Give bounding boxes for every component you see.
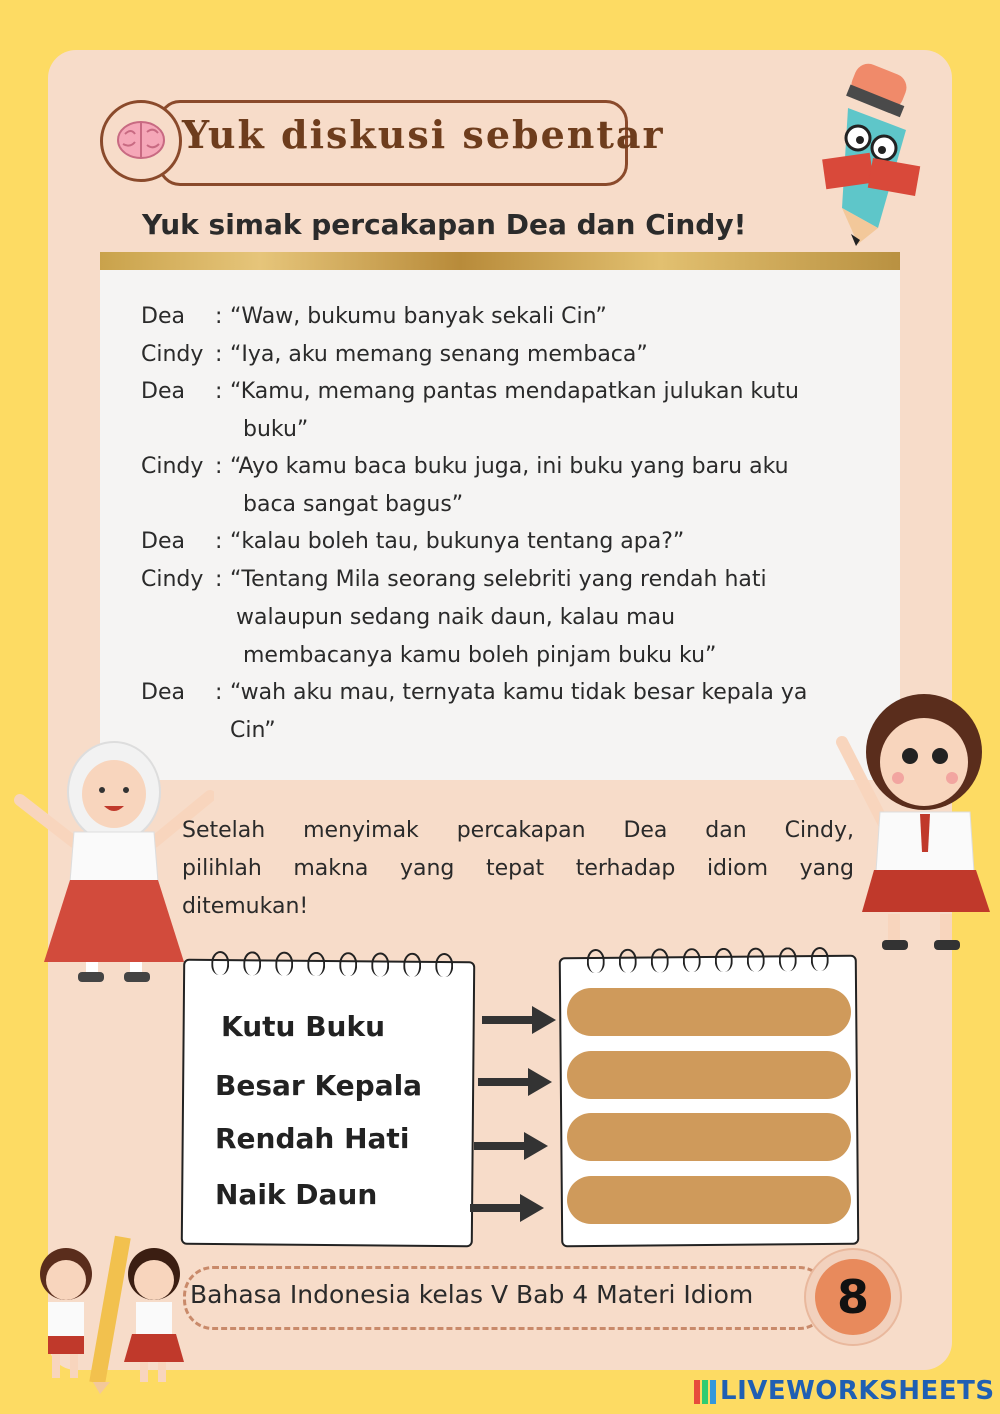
speaker-separator: : (215, 454, 223, 479)
instruction-line: ditemukan! (182, 894, 309, 919)
speaker-separator: : (215, 680, 223, 705)
dialogue-line: “kalau boleh tau, bukunya tentang apa?” (230, 529, 685, 554)
arrow-right-icon (474, 1130, 550, 1162)
dialogue-line: “wah aku mau, ternyata kamu tidak besar kepala ya (230, 680, 808, 705)
brain-icon (115, 118, 167, 164)
dialogue-line-continued: buku” (243, 417, 309, 442)
dialogue-line-continued: baca sangat bagus” (243, 492, 464, 517)
dialogue-line: “Tentang Mila seorang selebriti yang rendah hati (230, 567, 767, 592)
arrow-right-icon (478, 1066, 554, 1098)
dialogue-line: “Kamu, memang pantas mendapatkan julukan kutu (230, 379, 799, 404)
watermark-text: LIVEWORKSHEETS (720, 1376, 995, 1406)
idiom-term: Besar Kepala (215, 1069, 423, 1102)
dialogue-line-continued: Cin” (230, 718, 276, 743)
notepad-rings (587, 947, 829, 973)
speaker-name: Dea (141, 680, 185, 705)
header-title: Yuk diskusi sebentar (182, 112, 665, 157)
speaker-separator: : (215, 342, 223, 367)
answer-dropzone-rendah-hati[interactable] (567, 1113, 851, 1161)
speaker-name: Cindy (141, 567, 204, 592)
speaker-name: Dea (141, 529, 185, 554)
answer-dropzone-kutu-buku[interactable] (567, 988, 851, 1036)
footer-text: Bahasa Indonesia kelas V Bab 4 Materi Idiom (190, 1280, 754, 1309)
speaker-separator: : (215, 567, 223, 592)
answer-dropzone-naik-daun[interactable] (567, 1176, 851, 1224)
speaker-separator: : (215, 529, 223, 554)
student-girl-hijab-illustration (14, 722, 214, 984)
answer-dropzone-besar-kepala[interactable] (567, 1051, 851, 1099)
idiom-term: Naik Daun (215, 1178, 378, 1211)
speaker-separator: : (215, 379, 223, 404)
liveworksheets-logo-icon (694, 1380, 716, 1404)
arrow-right-icon (482, 1004, 558, 1036)
pencil-mascot-illustration (818, 58, 934, 246)
speaker-name: Dea (141, 379, 185, 404)
instruction-line: pilihlah makna yang tepat terhadap idiom yang (182, 856, 854, 881)
page-number: 8 (815, 1259, 891, 1335)
page-number-badge (804, 1248, 902, 1346)
speaker-name: Dea (141, 304, 185, 329)
speaker-name: Cindy (141, 454, 204, 479)
brain-icon-badge (100, 100, 182, 182)
instruction-line: Setelah menyimak percakapan Dea dan Cindy, (182, 818, 854, 843)
speaker-separator: : (215, 304, 223, 329)
speaker-name: Cindy (141, 342, 204, 367)
dialogue-line: “Ayo kamu baca buku juga, ini buku yang baru aku (230, 454, 789, 479)
arrow-right-icon (470, 1192, 546, 1224)
dialogue-line-continued: membacanya kamu boleh pinjam buku ku” (243, 643, 717, 668)
dialogue-line: “Waw, bukumu banyak sekali Cin” (230, 304, 607, 329)
gold-divider (100, 252, 900, 270)
idiom-term: Kutu Buku (221, 1010, 386, 1043)
dialogue-line: “Iya, aku memang senang membaca” (230, 342, 648, 367)
idiom-term: Rendah Hati (215, 1122, 410, 1155)
notepad-rings (211, 951, 453, 977)
dialogue-line-continued: walaupun sedang naik daun, kalau mau (236, 605, 676, 630)
students-with-pencil-illustration (30, 1230, 200, 1394)
dialogue-subtitle: Yuk simak percakapan Dea dan Cindy! (142, 208, 747, 241)
